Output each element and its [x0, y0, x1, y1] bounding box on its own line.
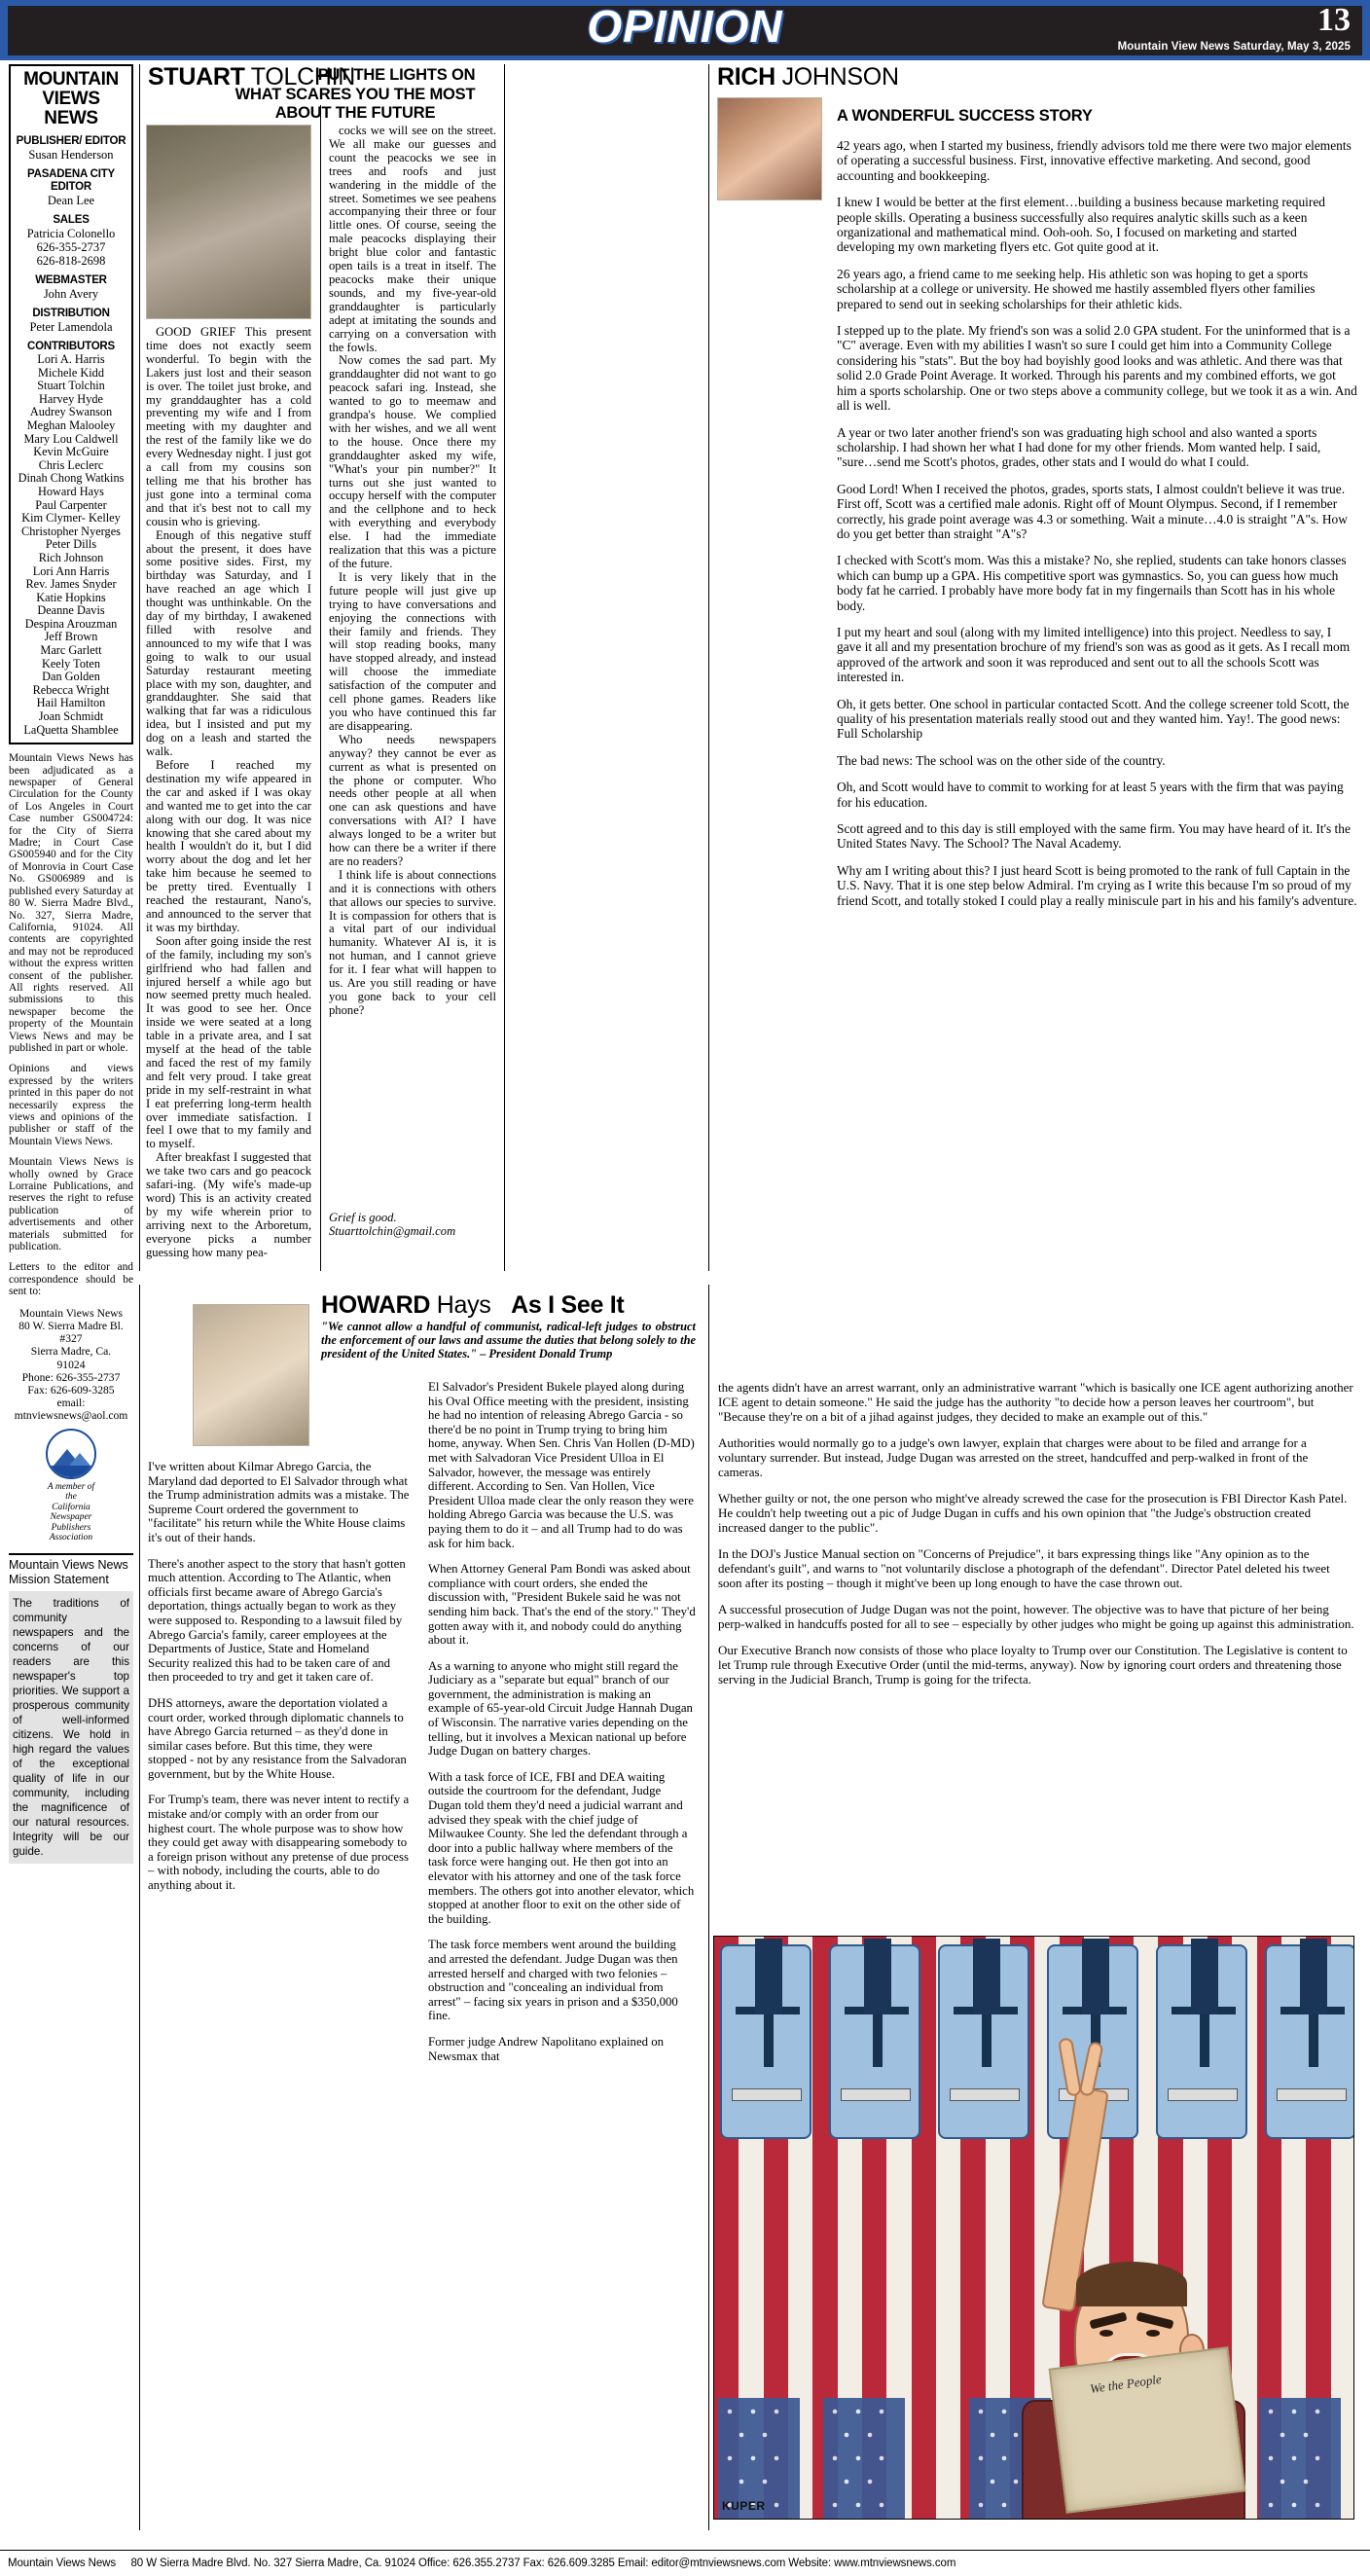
- page-banner: [0, 0, 1370, 60]
- article-paragraph: I put my heart and soul (along with my limited intelligence) into this project. Needless to say, I gave it all and my presentation brochure of my friend's son was as good as it gets. As I recall mom approved of the artwork and soon it was reproduced and sent out to all the schools Scott was interested in.: [837, 624, 1351, 685]
- johnson-photo: [717, 97, 822, 200]
- article-paragraph: The task force members went around the building and arrested the defendant. Judge Dugan was then arrested herself and charged with two felonies – obstruction and "concealing an individual from arrest" – facing six years in prison and a $350,000 fine.: [428, 1938, 678, 2023]
- tolchin-headline-line2: ABOUT THE FUTURE: [274, 104, 436, 122]
- address-line: 80 W. Sierra Madre Bl.: [18, 1319, 124, 1332]
- hays-column-3: [718, 1380, 1355, 1698]
- contributor-name: Audrey Swanson: [29, 405, 113, 419]
- column-rule-2: [320, 105, 321, 1271]
- contributor-name: Keely Toten: [41, 656, 101, 671]
- contributor-name: Stuart Tolchin: [37, 379, 105, 393]
- contributors-label: CONTRIBUTORS: [26, 341, 116, 352]
- article-paragraph: A year or two later another friend's son was graduating high school and also wanted a sports scholarship. I had shown her what I had done for my other friends. Mom wanted help. I said, "sure…send me Scott's photos, grades, other stats and I would do what I could.: [837, 424, 1321, 470]
- tolchin-signature-block: [329, 1212, 496, 1239]
- legal-paragraph: Mountain Views News is wholly owned by Grace Lorraine Publications, and reserves the right to refuse publication of advertisements and other materials submitted for publication.: [9, 1156, 133, 1253]
- legal-paragraph: Opinions and views expressed by the writers printed in this paper do not necessarily express the views and opinions of the publisher or staff of the Mountain Views News.: [9, 1063, 133, 1147]
- contributor-name: Kevin McGuire: [33, 445, 109, 459]
- hays-byline: [321, 1292, 710, 1319]
- contributor-name: Paul Carpenter: [35, 497, 107, 512]
- article-paragraph: The bad news: The school was on the other side of the country.: [837, 752, 1166, 768]
- cnpa-association-text: [9, 1482, 133, 1544]
- contributor-name: Deanne Davis: [37, 603, 105, 618]
- contributor-name: Katie Hopkins: [36, 590, 106, 604]
- contributor-name: Christopher Nyerges: [21, 524, 121, 538]
- hays-first-name: HOWARD: [321, 1291, 431, 1319]
- sidebar-masthead: [9, 64, 133, 1864]
- contributor-name: Meghan Malooley: [26, 417, 116, 432]
- footer-contact-details: 80 W Sierra Madre Blvd. No. 327 Sierra Madre, Ca. 91024 Office: 626.355.2737 Fax: 626.609.3285 Email: editor@mtnviewsnews.com Website: www.mtnviewsnews.com: [130, 2558, 956, 2569]
- johnson-headline: A WONDERFUL SUCCESS STORY: [837, 107, 1093, 125]
- contributor-name: Chris Leclerc: [38, 457, 104, 472]
- zipped-mouth-official: [1265, 1944, 1354, 2139]
- masthead-role-label: SALES: [53, 214, 90, 226]
- masthead-role-label: PUBLISHER/ EDITOR: [16, 135, 126, 147]
- association-line: Association: [49, 1533, 93, 1543]
- address-line: Fax: 626-609-3285: [27, 1383, 115, 1397]
- article-paragraph: I checked with Scott's mom. Was this a mistake? No, she replied, students can take honors classes which can bump up a GPA. His competitive sport was gymnastics. So, you can guess how much body fat he carried. I probably have more body fat in my fingernails than Scott has in his whole body.: [837, 553, 1347, 613]
- address-line: Mountain Views News: [18, 1306, 123, 1320]
- article-paragraph: Before I reached my destination my wife appeared in the car and asked if I was okay and wanted me to get into the car along with our dog. It was nice knowing that she cared about my health I wouldn't do it, but I did worry about the dog and let her take him because he seemed to be pretty tired. Eventually I reached the restaurant, Nano's, and announced to the server that it was my birthday.: [146, 758, 311, 934]
- mailing-address: [9, 1307, 133, 1423]
- tolchin-headline-line1: WHAT SCARES YOU THE MOST: [234, 86, 476, 103]
- johnson-first-name: RICH: [717, 63, 775, 91]
- article-paragraph: Scott agreed and to this day is still employed with the same firm. You may have heard of it. It's the United States Navy. The School? The Naval Academy.: [837, 821, 1351, 852]
- contributor-name: Rebecca Wright: [32, 682, 110, 697]
- masthead-role-label: DISTRIBUTION: [32, 308, 110, 319]
- article-paragraph: Who needs newspapers anyway? they cannot be ever as current as what is presented on the phone or computer. Who needs other people at all when one can ask questions and have conversations with AI? I have always longed to be a writer but how can there be a writer if there are no readers?: [329, 732, 496, 868]
- address-line: 91024: [56, 1358, 86, 1371]
- contributor-name: LaQuetta Shamblee: [23, 722, 119, 737]
- legal-paragraph: Letters to the editor and correspondence should be sent to:: [9, 1261, 133, 1298]
- contributor-name: Michele Kidd: [38, 365, 104, 380]
- article-paragraph: When Attorney General Pam Bondi was asked about compliance with court orders, she ended the discussion with, "President Bukele said he was not sending him back. That's the end of the story." They'd gotten away with it, and nobody could do anything about it.: [428, 1562, 696, 1648]
- cartoon-signature: KUPER: [722, 2499, 766, 2513]
- page-number: 13: [1317, 2, 1351, 38]
- contributor-name: Dinah Chong Watkins: [18, 471, 125, 486]
- masthead-person: 626-818-2698: [36, 254, 106, 268]
- contributor-name: Dan Golden: [42, 670, 100, 684]
- masthead-box: [9, 64, 133, 744]
- cnpa-logo-icon: [46, 1429, 96, 1479]
- johnson-headline-wrap: [837, 107, 1109, 126]
- article-paragraph: Former judge Andrew Napolitano explained on Newsmax that: [428, 2034, 665, 2063]
- contributor-name: Kim Clymer- Kelley: [21, 511, 121, 526]
- article-paragraph: There's another aspect to the story that hasn't gotten much attention. According to The Atlantic, when officials first became aware of Abrego Garcia's deportation, things actually began to work as they were supposed to. Responding to a lawsuit filed by Abrego Garcia's family, career employees at the Departments of Justice, State and Homeland Security realized this had to be taken care of and then proceeded to try and get it taken care of.: [148, 1556, 406, 1685]
- article-paragraph: I stepped up to the plate. My friend's son was a solid 2.0 GPA student. For the uninformed that is a "C" average. Even with my abilities I wasn't so sure I could get him into a Community College considering his "stats". But the boy had boyishly good looks and was athletic. And there was that solid 2.0 Grade Point Average. It worked. Through his parents and my combined efforts, we got him a sports scholarship. One or two steps above a community college, but we took it as a win. And all is well.: [837, 323, 1357, 414]
- article-paragraph: I've written about Kilmar Abrego Garcia, the Maryland dad deported to El Salvador through what the Trump administration admits was a mistake. The Supreme Court ordered the government to "facilitate" his return while the White House claims it's out of their hands.: [148, 1460, 410, 1544]
- page-footer: [0, 2550, 1370, 2575]
- hays-pullquote: "We cannot allow a handful of communist, radical-left judges to obstruct the enforcement of our laws and assume the duties that belong solely to the president of the United States." – President Donald Trump: [321, 1320, 696, 1361]
- hays-column-2: [428, 1380, 696, 2075]
- contributor-name: Harvey Hyde: [39, 391, 103, 406]
- masthead-person: Patricia Colonello: [26, 227, 116, 240]
- mission-title-line1: Mountain Views News: [9, 1558, 128, 1573]
- article-paragraph: I knew I would be better at the first element…building a business because marketing required people skills. Operating a business successfully also requires analytic skills such as a keen organizational and mathematical mind. Ooh-ooh. So, I focused on marketing and started developing my own marketing flyers etc. Got quite good at it.: [837, 195, 1325, 255]
- flag-canton: [823, 2398, 905, 2519]
- article-paragraph: 26 years ago, a friend came to me seeking help. His athletic son was hoping to get a sports scholarship at a college or university. He showed me hastily assembled flyers other families prepared to send out in seeking scholarships for their athletic kids.: [837, 266, 1316, 311]
- hays-kicker: As I See It: [511, 1291, 625, 1319]
- johnson-last-name: JOHNSON: [781, 63, 899, 91]
- column-rule-4: [708, 64, 709, 1271]
- mission-title-line2: Mission Statement: [9, 1573, 109, 1587]
- contributor-name: Rich Johnson: [38, 550, 104, 564]
- article-paragraph: Why am I writing about this? I just heard Scott is being promoted to the rank of full Captain in the U.S. Navy. That it is one step below Admiral. I'm crying as I write this because I'm so proud of my friend Scott, and totally stoked I could play a really miniscule part in his and his family's adventure.: [837, 862, 1357, 908]
- tolchin-signature-lead: Grief is good.: [329, 1211, 397, 1224]
- tolchin-kicker: PUT THE LIGHTS ON: [317, 66, 476, 84]
- article-paragraph: Now comes the sad part. My granddaughter did not want to go peacock safari ing. Instead, she wanted to go to meemaw and grandpa's house. We complied with her wishes, and we all went to the house. Once there my granddaughter asked my wife, "What's your pin number?" It turns out she just wanted to occupy herself with the computer and the cellphone and to heck with everything and everybody else. I had the immediate realization that this was a picture of the future.: [329, 353, 496, 570]
- tolchin-photo: [146, 125, 311, 319]
- masthead-person: Susan Henderson: [28, 148, 114, 162]
- contributor-name: Despina Arouzman: [24, 616, 118, 631]
- column-rule-6: [708, 1285, 709, 2530]
- article-paragraph: GOOD GRIEF This present time does not exactly seem wonderful. To begin with the Lakers just lost and their season is over. The toilet just broke, and my granddaughter has a cold preventing my wife and I from meeting with my daughter and the rest of the family like we do every Wednesday night. I just got a call from my cousins son telling me that his brother has just gone into a terminal coma and that it's best not to call my cousin who is grieving.: [146, 325, 311, 528]
- article-paragraph: the agents didn't have an arrest warrant, only an administrative warrant "which is basically one ICE agent authorizing another ICE agent to detain someone." He said the judge has the authority "to decide how a person leaves her courtroom", but "Because they're on a bit of a jihad against judges, they decided to make an example out of this.": [718, 1380, 1353, 1424]
- tolchin-last-name: TOLCHIN: [250, 63, 355, 91]
- article-paragraph: cocks we will see on the street. We all make our guesses and count the peacocks we see in trees and roofs and just wandering in the middle of the street. Sometimes we see peahens accompanying their three or four little ones. Of course, seeing the male peacocks displaying their bright blue color and fantastic open tails is a treat in itself. The peacocks make their unique sounds, and my five-year-old granddaughter is particularly adept at imitating the sounds and carrying on a conversation with the fowls.: [329, 124, 496, 354]
- contributor-name: Howard Hays: [38, 484, 104, 498]
- contributor-name: Mary Lou Caldwell: [23, 431, 119, 446]
- zipped-mouth-official: [1156, 1944, 1247, 2139]
- masthead-person: 626-355-2737: [36, 240, 106, 254]
- article-paragraph: Whether guilty or not, the one person who might've already screwed the case for the prosecution is FBI Director Kash Patel. He couldn't help tweeting out a pic of Judge Dugan in cuffs and his own opinion that "the Judge's obstruction created increased danger to the public".: [718, 1491, 1348, 1535]
- article-paragraph: Enough of this negative stuff about the present, it does have some positive sides. First, my birthday was Saturday, and I have reached an age which I thought was unthinkable. On the day of my birthday, I awakened filled with resolve and announced to my wife that I was going to walk to our usual Saturday restaurant meeting place with my son, daughter, and granddaughter. She said that walking that far was a ridiculous idea, but I insisted and put my dog on a leash and started the walk.: [146, 527, 311, 759]
- masthead-title: MOUNTAIN VIEWS NEWS: [23, 69, 119, 128]
- hays-last-name: Hays: [436, 1291, 491, 1319]
- association-line: Newspaper: [50, 1512, 92, 1523]
- article-paragraph: Oh, and Scott would have to commit to working for at least 5 years with the firm that was paying for his education.: [837, 780, 1344, 810]
- hays-column-1: [148, 1460, 411, 1905]
- association-line: Publishers: [51, 1522, 91, 1533]
- association-line: the: [65, 1492, 77, 1503]
- article-paragraph: In the DOJ's Justice Manual section on "Concerns of Prejudice", it bars expressing things like "Any opinion as to the defendant's guilt", and warns to "not voluntarily disclose a photograph of the defendant". Director Patel deleted his tweet soon after its posting – though it might've been up long enough to have the case thrown out.: [718, 1546, 1330, 1590]
- contributor-name: Joan Schmidt: [38, 709, 104, 724]
- mission-body-text: The traditions of community newspapers and the concerns of our readers are this newspaper's top priorities. We support a prosperous community of well-informed citizens. We hold in high regard the values of the exceptional quality of life in our community, including the magnificence of our natural resources. Integrity will be our guide.: [9, 1591, 133, 1864]
- address-line: Phone: 626-355-2737: [21, 1370, 121, 1384]
- masthead-person: Peter Lamendola: [29, 320, 113, 334]
- legal-paragraph: Mountain Views News has been adjudicated as a newspaper of General Circulation for the County of Los Angeles in Court Case number GS004724: for the City of Sierra Madre; in Court Case GS005940 and for the City of Monrovia in Court Case No. GS006989 and is published every Saturday at 80 W. Sierra Madre Blvd., No. 327, Sierra Madre, California, 91024. All contents are copyrighted and may not be reproduced without the express written consent of the publisher. All rights reserved. All submissions to this newspaper become the property of the Mountain Views News and may be published in part or whole.: [9, 752, 133, 1054]
- tolchin-column-1: [146, 326, 311, 1260]
- banner-inner: [6, 1, 1364, 57]
- article-paragraph: Oh, it gets better. One school in particular contacted Scott. And the college screener told Scott, the quality of his presentation materials really stood out and they wanted him. Yay!. The good news: Full Scholarship: [837, 696, 1350, 742]
- address-line: mtnviewsnews@aol.com: [14, 1409, 128, 1423]
- article-paragraph: 42 years ago, when I started my business, friendly advisors told me there were two major elements of operating a successful business. First, innovative effective marketing. And second, good accounting and bookkeeping.: [837, 138, 1352, 183]
- legal-notice: [9, 752, 133, 1297]
- tolchin-first-name: STUART: [148, 63, 245, 91]
- article-paragraph: As a warning to anyone who might still regard the Judiciary as a "separate but equal" branch of our government, the administration is making an example of 65-year-old Circuit Judge Hannah Dugan of Wisconsin. The narrative varies depending on the telling, but it involves a Mexican national up before Judge Dugan on battery charges.: [428, 1658, 693, 1759]
- cartoon-scroll-text: We the People: [1089, 2371, 1163, 2397]
- cnpa-association: [9, 1429, 133, 1544]
- column-rule-3: [504, 64, 505, 1271]
- johnson-body: [837, 138, 1357, 920]
- contributor-name: Marc Garlett: [40, 643, 102, 658]
- article-paragraph: I think life is about connections and it is connections with others that allows our species to survive. It is compassion for others that is a vital part of our individual humanity. Whatever AI is, it is not human, and I cannot grieve for it. I fear what will happen to us. Are you still reading or have you gone back to your cell phone?: [329, 867, 496, 1017]
- article-paragraph: DHS attorneys, aware the deportation violated a court order, worked through diplomatic channels to have Abrego Garcia returned – as they'd done in similar cases before. But this time, they were stopped - not by any resistance from the Salvadoran government, but by the White House.: [148, 1695, 407, 1781]
- zipped-mouth-official: [720, 1944, 811, 2139]
- article-paragraph: Good Lord! When I received the photos, grades, sports stats, I almost couldn't believe it was true. First off, Scott was a certified male adonis. Right off of Mount Olympus. Second, if I remember correctly, his grade point average was 4.3 or something. Wait a minute…4.0 is straight "A"s. How do you get better than straight "A"s?: [837, 481, 1348, 541]
- masthead-role-label: PASADENA CITY EDITOR: [26, 168, 116, 193]
- article-paragraph: Authorities would normally go to a judge's own lawyer, explain that charges were about to be filed and arrange for a voluntary surrender. But instead, Judge Dugan was arrested on the street, handcuffed and perp-walked in front of the cameras.: [718, 1435, 1309, 1479]
- contributor-name: Jeff Brown: [44, 630, 98, 644]
- contributor-name: Lori A. Harris: [37, 352, 105, 366]
- article-paragraph: It is very likely that in the future people will just give up trying to have conversations and enjoying the connections with their family and friends. They will stop reading books, many have stopped already, and instead will choose the immediate satisfaction of the computer and cell phone games. Readers like you who have continued this far are disappearing.: [329, 569, 496, 733]
- article-paragraph: With a task force of ICE, FBI and DEA waiting outside the courtroom for the defendant, Judge Dugan told them they'd need a judicial warrant and advised they speak with the chief judge of Milwaukee County. She led the defendant through a door into a public hallway where members of the task force were hanging out. He then got into an elevator with his attorney and one of the task force members. The others got into another elevator, which stopped at another floor to exit on the other side of the building.: [428, 1769, 695, 1926]
- johnson-byline: [717, 64, 1106, 91]
- address-line: email:: [56, 1397, 86, 1410]
- hays-photo: [193, 1304, 309, 1446]
- masthead-person: Dean Lee: [47, 194, 95, 207]
- contributor-name: Hail Hamilton: [36, 696, 106, 710]
- contributor-name: Lori Ann Harris: [32, 563, 110, 578]
- column-rule-1: [139, 64, 140, 1271]
- page-title: OPINION: [587, 1, 783, 52]
- article-paragraph: For Trump's team, there was never intent to rectify a mistake and/or comply with an order from our highest court. The whole purpose was to show how they could get away with disappearing somebody to a foreign prison without any pretense of due process – with nobody, including the courts, able to do anything about it.: [148, 1793, 410, 1893]
- banner-dateline: Mountain View News Saturday, May 3, 2025: [1117, 41, 1351, 53]
- masthead-roles: [14, 135, 128, 334]
- contributor-name: Rev. James Snyder: [25, 577, 117, 592]
- association-line: A member of: [47, 1481, 95, 1492]
- column-rule-5: [139, 1285, 140, 2530]
- zipped-mouth-official: [829, 1944, 920, 2139]
- association-line: California: [52, 1502, 90, 1512]
- address-line: #327: [59, 1332, 83, 1346]
- article-paragraph: Soon after going inside the rest of the family, including my son's girlfriend who had fallen and injured herself a while ago but now seemed pretty much healed. It was good to see her. Once inside we were seated at a long table in a private area, and I sat myself at the head of the table and faced the rest of my family and felt very proud. I take great pride in my self-restraint in what I eat preferring long-term health over immediate satisfaction. I feel I owe that to my family and to myself.: [146, 933, 311, 1151]
- address-line: Sierra Madre, Ca.: [30, 1345, 112, 1359]
- tolchin-kicker-wrap: [292, 66, 501, 85]
- article-paragraph: After breakfast I suggested that we take two cars and go peacock safari-ing. (My wife's made-up word) This is an activity created by my wife wherein prior to arriving next to the Arboretum, everyone picks a number guessing how many pea-: [146, 1150, 311, 1259]
- editorial-cartoon: [713, 1936, 1354, 2520]
- mission-statement: [9, 1553, 133, 1864]
- tolchin-headline-wrap: [209, 86, 501, 123]
- article-paragraph: Our Executive Branch now consists of those who place loyalty to Trump over our Constitution. The Legislative is content to let Trump rule through Executive Order (until the mid-terms, anyway). Now by ignoring court orders and threatening those serving in the Judicial Branch, Trump is going for the trifecta.: [718, 1643, 1348, 1687]
- masthead-person: John Avery: [43, 287, 99, 301]
- tolchin-column-2: [329, 125, 496, 1018]
- article-paragraph: A successful prosecution of Judge Dugan was not the point, however. The objective was to have that picture of her being perp-walked in handcuffs posted for all to see – especially by other judges who might be going up against this administration.: [718, 1602, 1354, 1631]
- tolchin-signature-email: Stuarttolchin@gmail.com: [329, 1223, 456, 1238]
- article-paragraph: El Salvador's President Bukele played along during his Oval Office meeting with the president, insisting he had no intention of releasing Abrego Garcia - so there'd be no point in Trump trying to bring him home, anyway. When Sen. Chris Van Hollen (D-MD) met with Salvadoran Vice President Ulloa in El Salvador, however, the message was entirely different. According to Sen. Van Hollen, Vice President Ulloa made clear the only reason they were holding Abrego Garcia was because the U.S. was paying them to do it – and all Trump had to do was ask for him back.: [428, 1380, 695, 1550]
- contributors-list: [14, 353, 128, 737]
- masthead-role-label: WEBMASTER: [35, 274, 107, 286]
- footer-paper-name: Mountain Views News: [8, 2558, 117, 2569]
- zipped-mouth-official: [938, 1944, 1029, 2139]
- cartoon-constitution-scroll: [1049, 2346, 1246, 2514]
- contributor-name: Peter Dills: [45, 537, 97, 552]
